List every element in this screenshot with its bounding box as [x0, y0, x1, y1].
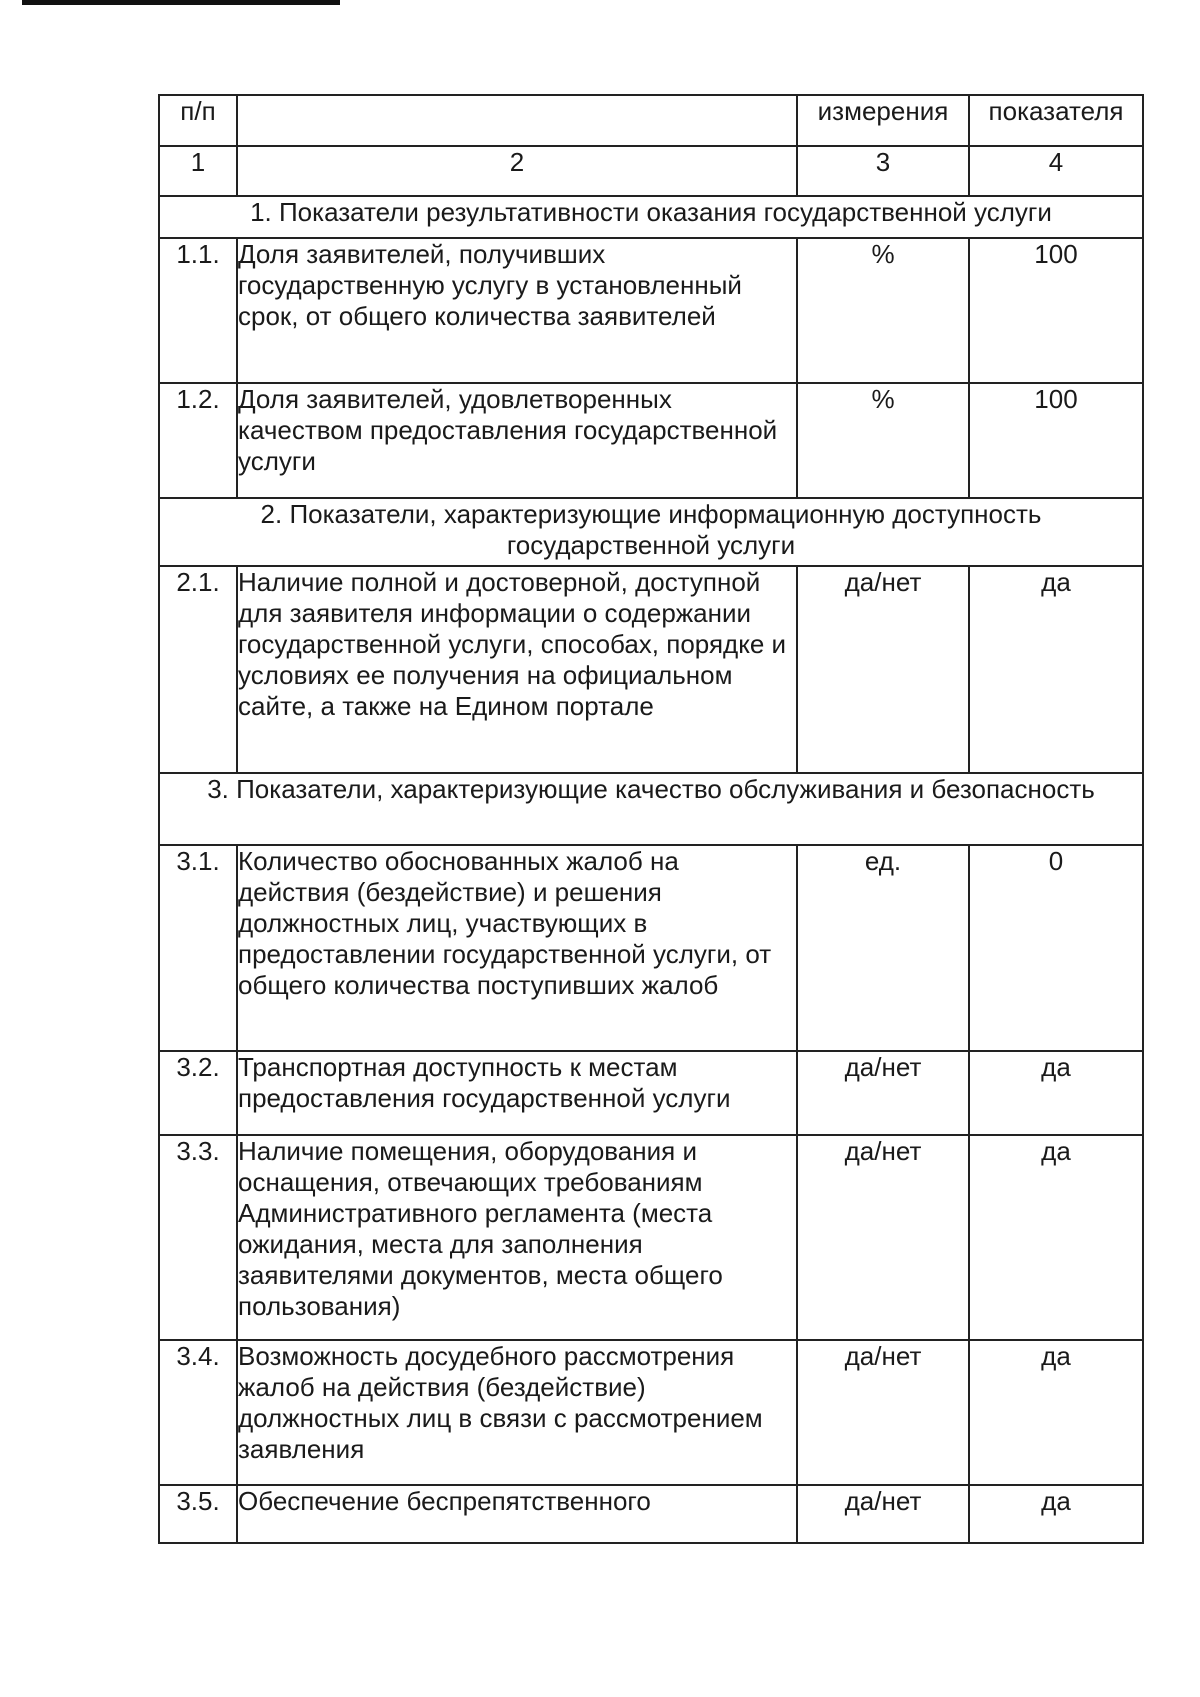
section-title: 1. Показатели результативности оказания государственной услуги — [159, 196, 1143, 238]
indicator-value: да — [969, 1135, 1143, 1340]
column-number: 2 — [237, 146, 797, 196]
row-number: 3.2. — [159, 1051, 237, 1135]
header-cell-unit: измерения — [797, 95, 969, 146]
indicator-value: да — [969, 566, 1143, 773]
indicator-value: 0 — [969, 845, 1143, 1051]
header-cell-value: показателя — [969, 95, 1143, 146]
indicator-name: Количество обоснованных жалоб на действия (бездействие) и решения должностных лиц, участвующих в предоставлении государственной услуги, от общего количества поступивших жалоб — [237, 845, 797, 1051]
indicator-name: Наличие помещения, оборудования и оснащения, отвечающих требованиям Административного регламента (места ожидания, места для заполнения заявителями документов, места общего пользования) — [237, 1135, 797, 1340]
indicator-name: Транспортная доступность к местам предоставления государственной услуги — [237, 1051, 797, 1135]
header-row — [159, 95, 1143, 146]
indicator-value: да — [969, 1485, 1143, 1543]
row-number: 3.1. — [159, 845, 237, 1051]
row-number: 2.1. — [159, 566, 237, 773]
section-title: 2. Показатели, характеризующие информационную доступность государственной услуги — [159, 498, 1143, 566]
row-number: 3.5. — [159, 1485, 237, 1543]
table-row — [159, 845, 1143, 1051]
table-row — [159, 1340, 1143, 1485]
column-number: 4 — [969, 146, 1143, 196]
indicators-table — [158, 94, 1144, 1544]
section-row — [159, 196, 1143, 238]
column-number: 1 — [159, 146, 237, 196]
indicator-unit: да/нет — [797, 1135, 969, 1340]
section-row — [159, 773, 1143, 845]
indicator-name: Доля заявителей, удовлетворенных качеством предоставления государственной услуги — [237, 383, 797, 498]
row-number: 1.2. — [159, 383, 237, 498]
table-row — [159, 1051, 1143, 1135]
indicator-name: Обеспечение беспрепятственного — [237, 1485, 797, 1543]
indicator-value: 100 — [969, 238, 1143, 383]
indicator-unit: да/нет — [797, 1051, 969, 1135]
table-row — [159, 383, 1143, 498]
indicator-unit: ед. — [797, 845, 969, 1051]
indicator-unit: да/нет — [797, 1340, 969, 1485]
indicator-value: да — [969, 1051, 1143, 1135]
indicator-name: Наличие полной и достоверной, доступной для заявителя информации о содержании государственной услуги, способах, порядке и условиях ее получения на официальном сайте, а также на Едином портале — [237, 566, 797, 773]
row-number: 3.3. — [159, 1135, 237, 1340]
table-row — [159, 566, 1143, 773]
indicator-name: Доля заявителей, получивших государственную услугу в установленный срок, от общего количества заявителей — [237, 238, 797, 383]
header-cell-name — [237, 95, 797, 146]
section-row — [159, 498, 1143, 566]
row-number: 1.1. — [159, 238, 237, 383]
indicator-name: Возможность досудебного рассмотрения жалоб на действия (бездействие) должностных лиц в связи с рассмотрением заявления — [237, 1340, 797, 1485]
indicator-value: 100 — [969, 383, 1143, 498]
indicator-unit: да/нет — [797, 1485, 969, 1543]
column-number: 3 — [797, 146, 969, 196]
header-cell-num: п/п — [159, 95, 237, 146]
indicator-value: да — [969, 1340, 1143, 1485]
column-numbers-row — [159, 146, 1143, 196]
table-row — [159, 1485, 1143, 1543]
indicator-unit: % — [797, 383, 969, 498]
indicator-unit: да/нет — [797, 566, 969, 773]
table-row — [159, 1135, 1143, 1340]
section-title: 3. Показатели, характеризующие качество обслуживания и безопасность — [159, 773, 1143, 845]
top-rule — [22, 0, 340, 5]
indicator-unit: % — [797, 238, 969, 383]
row-number: 3.4. — [159, 1340, 237, 1485]
table-row — [159, 238, 1143, 383]
